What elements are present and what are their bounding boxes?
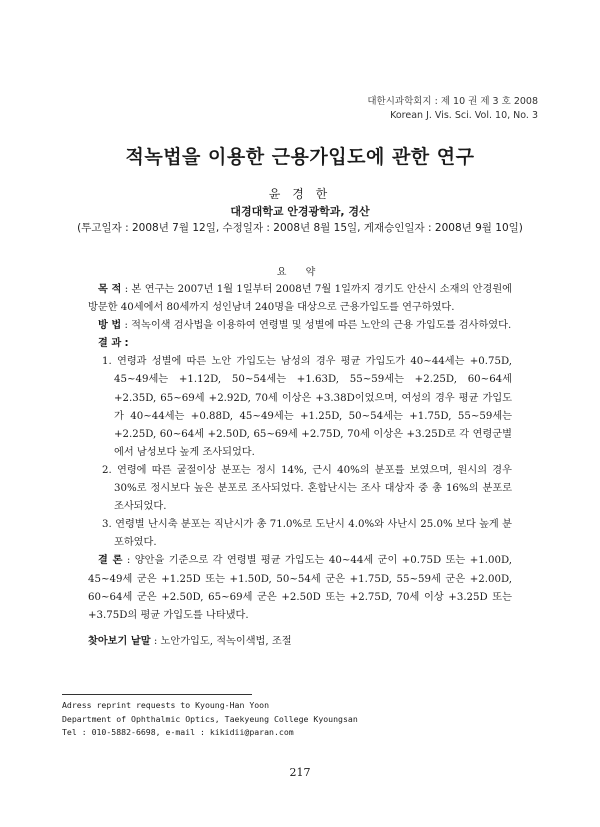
conclusion-text: : 양안을 기준으로 각 연령별 평균 가입도는 40~44세 군이 +0.75D 또는 +1.00D, 45~49세 군은 +1.25D 또는 +1.50D, 50~54세 군은 +1.75D, 55~59세 군은 +2.00D, 60~64세 군은 +2.50D, 65~69세 군은 +2.50D 또는 +2.75D, 70세 이상 +3.25D 또는 +3.75D의 평균 가입도를 나타냈다.	[88, 555, 512, 621]
author-affiliation: 대경대학교 안경광학과, 경산	[230, 205, 370, 218]
results-label: 결 과	[98, 338, 122, 350]
result-number: 1.	[102, 356, 112, 368]
keywords-text: : 노안가입도, 적녹이색법, 조절	[153, 635, 292, 647]
keywords-paragraph	[88, 633, 512, 651]
method-text: : 적녹이색 검사법을 이용하여 연령별 및 성별에 따른 노안의 근용 가입도를 검사하였다.	[124, 320, 512, 332]
footnote-department: Department of Ophthalmic Optics, Taekyeung College Kyoungsan	[62, 713, 358, 724]
conclusion-paragraph	[88, 552, 512, 624]
abstract-heading: 요 약	[276, 267, 324, 278]
result-item	[102, 462, 512, 516]
footnote-reprint: Adress reprint requests to Kyoung-Han Yoon	[62, 700, 270, 710]
abstract-body	[88, 281, 512, 651]
purpose-text: : 본 연구는 2007년 1월 1일부터 2008년 7월 1일까지 경기도 안산시 소재의 안경원에 방문한 40세에서 80세까지 성인남녀 240명을 대상으로 근용가입도를 연구하였다.	[88, 284, 512, 314]
method-paragraph	[88, 317, 512, 335]
purpose-label: 목 적	[98, 284, 122, 295]
result-number: 3.	[102, 519, 112, 531]
author-name: 윤 경 한	[268, 187, 332, 201]
result-item	[102, 353, 512, 462]
purpose-paragraph	[88, 281, 512, 317]
journal-citation-english: Korean J. Vis. Sci. Vol. 10, No. 3	[390, 110, 538, 121]
journal-header	[367, 95, 538, 123]
result-number: 2.	[102, 464, 112, 476]
conclusion-label: 결 론	[98, 555, 123, 567]
result-item	[102, 516, 512, 552]
results-list	[102, 353, 512, 552]
results-colon: :	[124, 338, 129, 350]
results-heading	[88, 335, 512, 353]
paper-title: 적녹법을 이용한 근용가입도에 관한 연구	[125, 146, 475, 168]
keywords-label: 찾아보기 낱말	[88, 635, 151, 647]
footnote-divider	[62, 694, 252, 695]
footnote	[62, 699, 358, 740]
result-text: 연령에 따른 굴절이상 분포는 정시 14%, 근시 40%의 분포를 보였으며, 원시의 경우 30%로 정시보다 높은 분포로 조사되었다. 혼합난시는 조사 대상자 중 총 16%의 분포로 조사되었다.	[114, 464, 512, 513]
page-number: 217	[289, 766, 311, 779]
result-text: 연령과 성별에 따른 노안 가입도는 남성의 경우 평균 가입도가 40~44세는 +0.75D, 45~49세는 +1.12D, 50~54세는 +1.63D, 55~59세는 +2.25D, 60~64세 +2.35D, 65~69세 +2.92D, 70세 이상은 +3.38D이었으며, 여성의 경우 평균 가입도가 40~44세는 +0.88D, 45~49세는 +1.25D, 50~54세는 +1.75D, 55~59세는 +2.25D, 60~64세 +2.50D, 65~69세 +2.75D, 70세 이상은 +3.25D로 각 연령군별에서 남성보다 높게 조사되었다.	[114, 356, 512, 458]
footnote-contact: Tel : 010-5882-6698, e-mail : kikidii@paran.com	[62, 727, 294, 737]
submission-dates: (투고일자 : 2008년 7월 12일, 수정일자 : 2008년 8월 15일, 게재승인일자 : 2008년 9월 10일)	[77, 222, 523, 234]
method-label: 방 법	[98, 320, 122, 332]
journal-citation-korean: 대한시과학회지 : 제 10 권 제 3 호 2008	[367, 96, 538, 107]
result-text: 연령별 난시축 분포는 직난시가 총 71.0%로 도난시 4.0%와 사난시 25.0% 보다 높게 분포하였다.	[114, 519, 512, 549]
